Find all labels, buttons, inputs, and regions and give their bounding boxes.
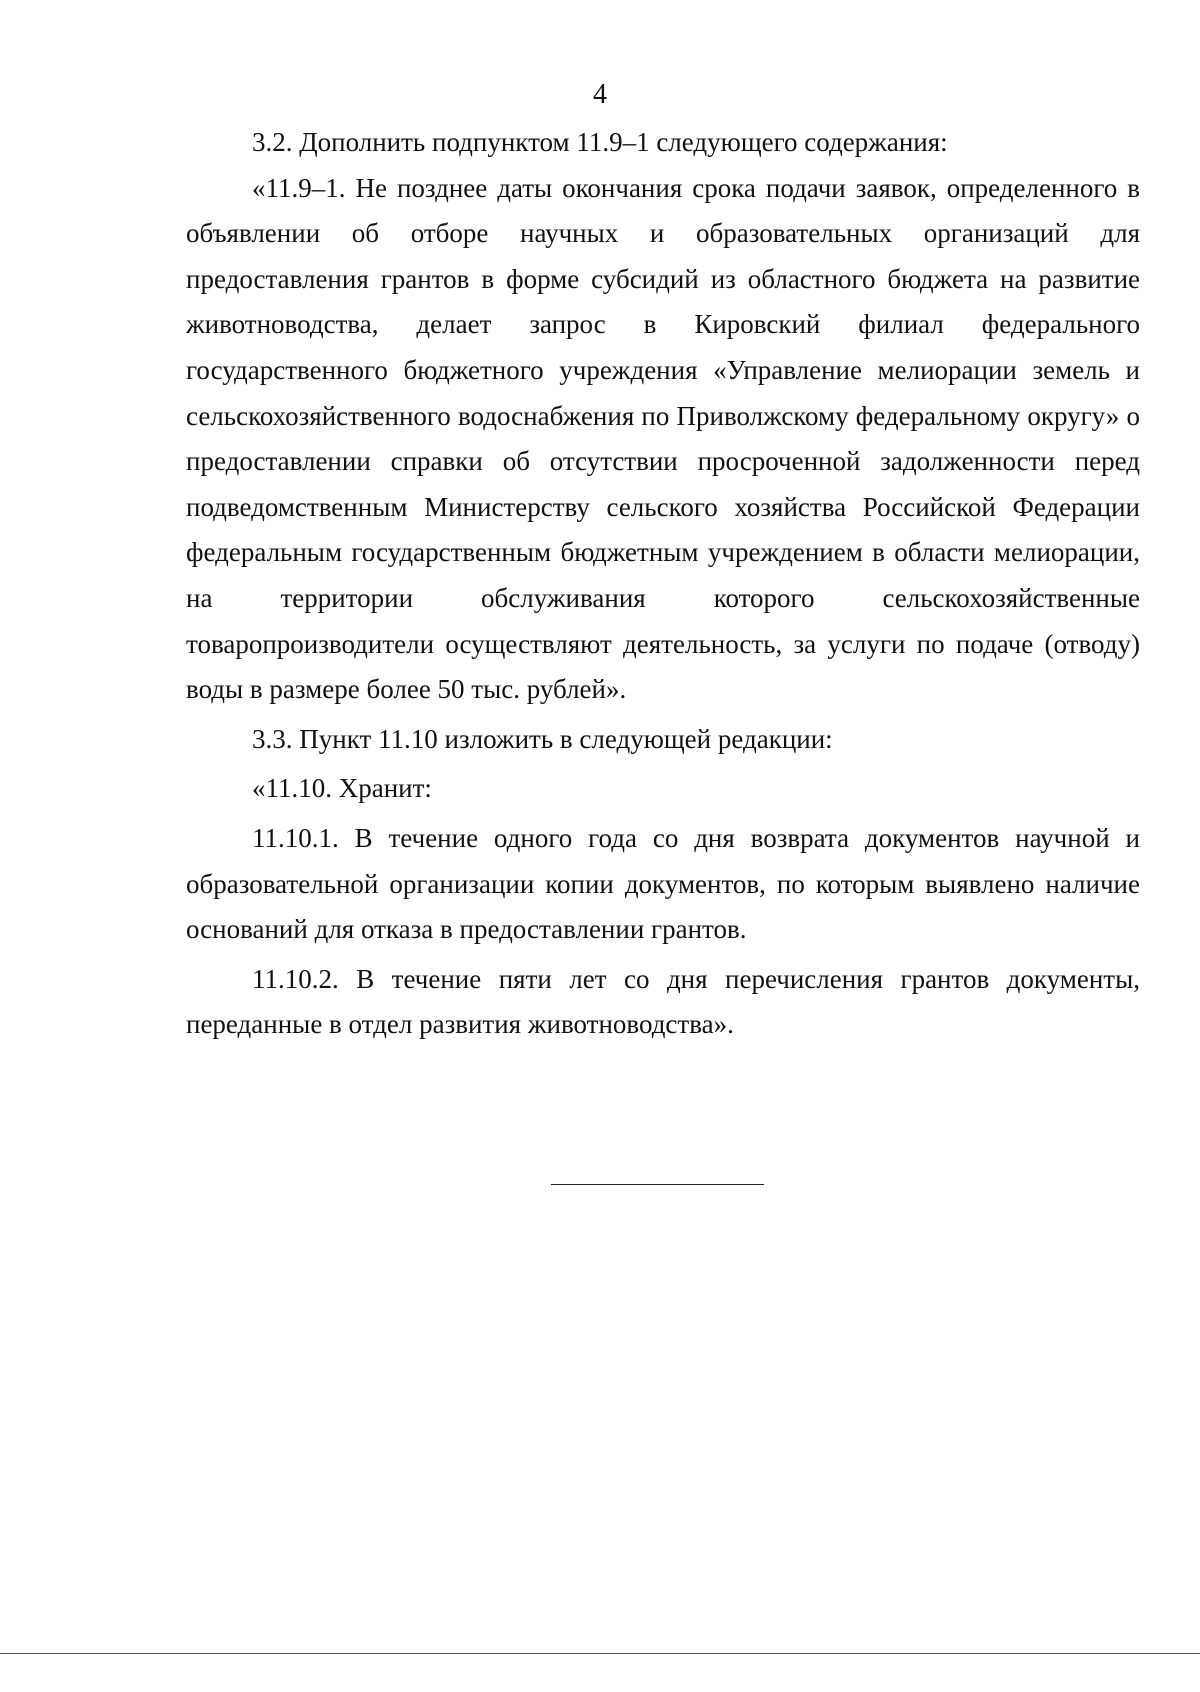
paragraph-11-10-2: 11.10.2. В течение пяти лет со дня перечисления грантов документы, переданные в отдел развития животноводства». — [186, 963, 1140, 1040]
end-of-document-line — [551, 1184, 764, 1185]
paragraph-11-10: «11.10. Хранит: — [252, 773, 432, 804]
document-body — [186, 120, 1140, 1048]
page-number: 4 — [593, 79, 607, 110]
paragraph-3-2: 3.2. Дополнить подпунктом 11.9–1 следующего содержания: — [252, 127, 948, 157]
paragraph-11-10-1: 11.10.1. В течение одного года со дня возврата документов научной и образовательной организации копии документов, по которым выявлено наличие оснований для отказа в предоставлении грантов. — [186, 822, 1140, 945]
paragraph-3-3: 3.3. Пункт 11.10 изложить в следующей редакции: — [252, 723, 833, 754]
scan-bottom-line — [0, 1653, 1200, 1654]
paragraph-11-9-1: «11.9–1. Не позднее даты окончания срока подачи заявок, определенного в объявлении об отборе научных и образовательных организаций для предоставления грантов в форме субсидий из областного бюджета на развитие животноводства, делает запрос в Кировский филиал федерального государственного бюджетного учреждения «Управление мелиорации земель и сельскохозяйственного водоснабжения по Приволжскому федеральному округу» о предоставлении справки об отсутствии просроченной задолженности перед подведомственным Министерству сельского хозяйства Российской Федерации федеральным государственным бюджетным учреждением в области мелиорации, на территории обслуживания которого сельскохозяйственные товаропроизводители осуществляют деятельность, за услуги по подаче (отводу) воды в размере более 50 тыс. рублей». — [186, 172, 1140, 705]
